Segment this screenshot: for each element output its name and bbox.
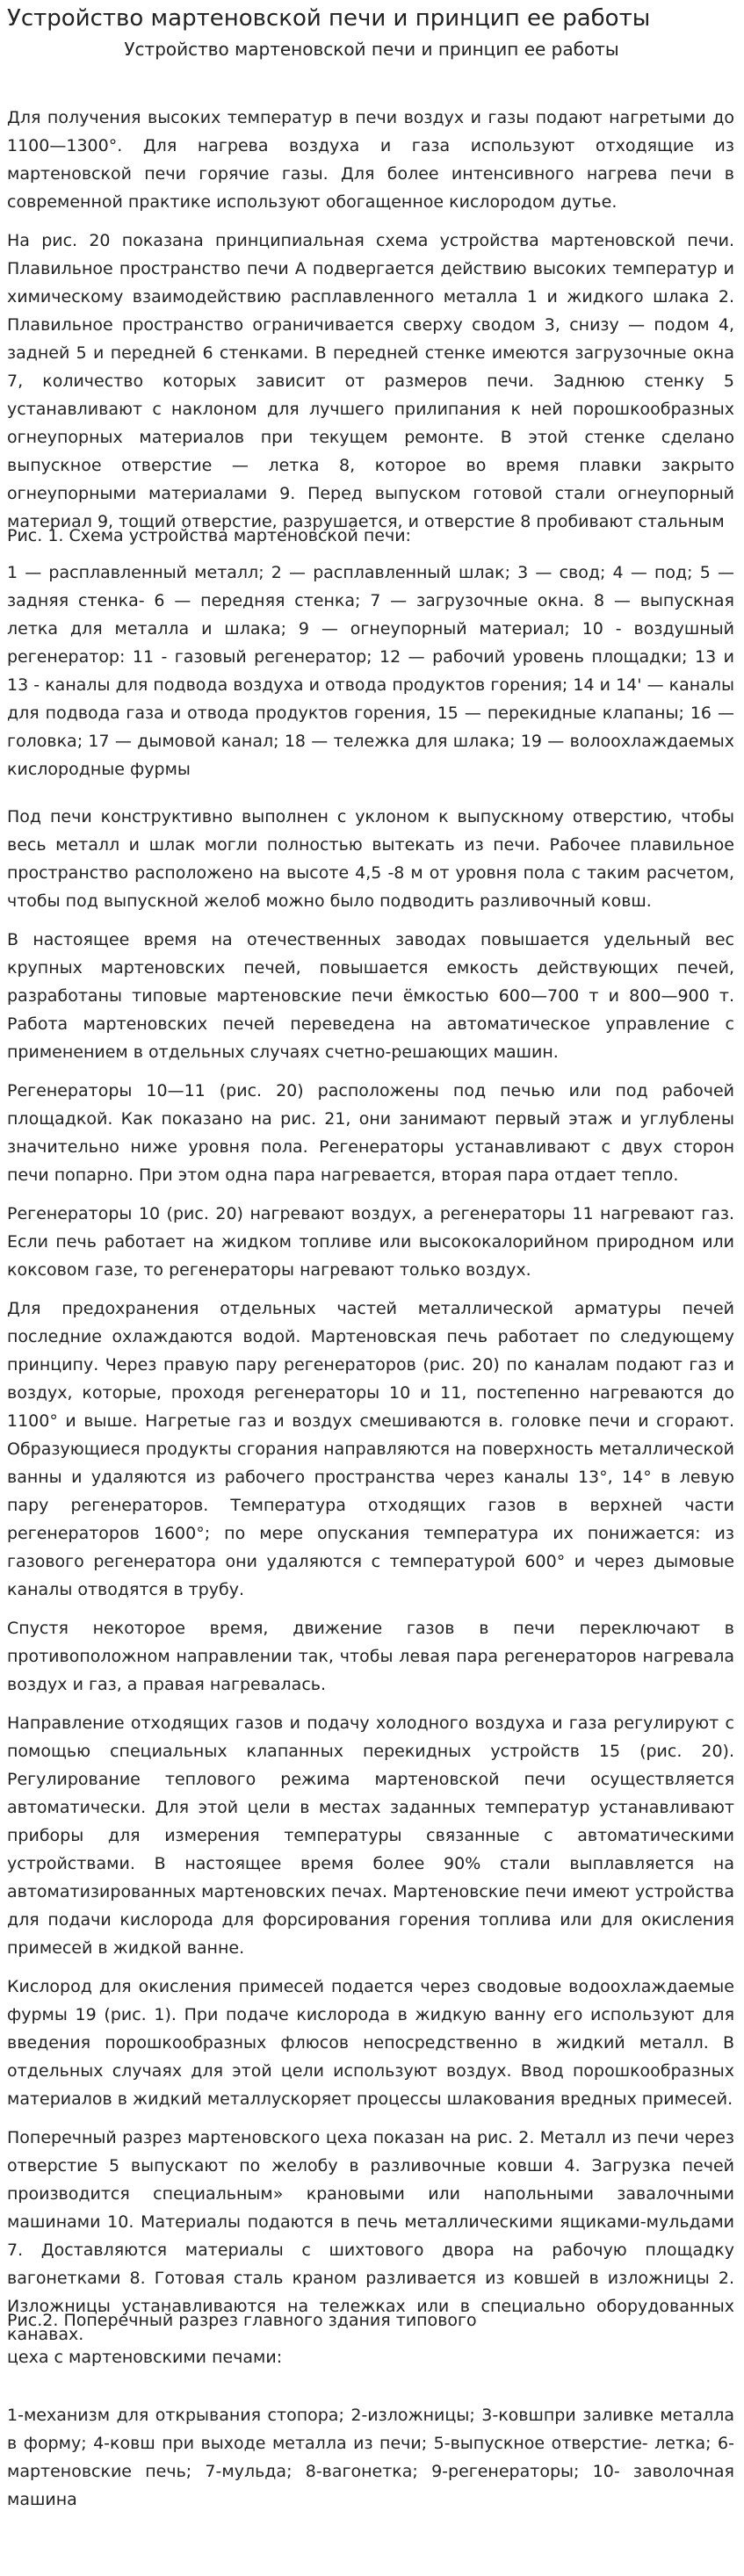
paragraph: На рис. 20 показана принципиальная схема устройства мартеновской печи. Плавильное пространство печи А подвергается действию высоких температур и химическому взаимодействию расплавленного металла 1 и жидкого шлака 2. Плавильное пространство ограничивается сверху сводом 3, снизу — подом 4, задней 5 и передней 6 стенками. В передней стенке имеются загрузочные окна 7, количество которых зависит от размеров печи. Заднюю стенку 5 устанавливают с наклоном для лучшего прилипания к ней порошкообразных огнеупорных материалов при текущем ремонте. В этой стенке сделано выпускное отверстие — летка 8, которое во время плавки закрыто огнеупорными материалами 9. Перед выпуском готовой стали огнеупорный материал 9, тощий отверстие, разрушается, и отверстие 8 пробивают стальным — [7, 231, 734, 531]
figure-2-caption — [7, 2306, 734, 2371]
paragraph: Регенераторы 10 (рис. 20) нагревают воздух, а регенераторы 11 нагревают газ. Если печь работает на жидком топливе или высококалорийном природном или коксовом газе, то регенераторы нагревают только воздух. — [7, 1204, 734, 1280]
page-subtitle: Устройство мартеновской печи и принцип ее работы — [124, 39, 619, 60]
figure-1-caption — [7, 522, 734, 550]
section-intro — [7, 104, 734, 546]
figure-legend: 1 — расплавленный металл; 2 — расплавленный шлак; 3 — свод; 4 — под; 5 — задняя стенка- 6 — передняя стенка; 7 — загрузочные окна. 8 — выпускная летка для металла и шлака; 9 — огнеупорный материал; 10 - воздушный регенератор: 11 - газовый регенератор; 12 — рабочий уровень площадки; 13 и 13 - каналы для подвода воздуха и отвода продуктов горения; 14 и 14' — каналы для подвода газа и отвода продуктов горения, 15 — перекидные клапаны; 16 — головка; 17 — дымовой канал; 18 — тележка для шлака; 19 — волоохлаждаемых кислородные фурмы — [7, 563, 734, 779]
paragraph: Для получения высоких температур в печи воздух и газы подают нагретыми до 1100—1300°. Для нагрева воздуха и газа используют отходящие из мартеновской печи горячие газы. Для более интенсивного нагрева печи в современной практике используют обогащенное кислородом дутье. — [7, 108, 734, 212]
figure-1-legend — [7, 559, 734, 794]
figure-caption-line: цеха с мартеновскими печами: — [7, 2348, 283, 2367]
figure-legend: 1-механизм для открывания стопора; 2-изложницы; 3-ковшпри заливке металла в форму; 4-ковш при выходе металла из печи; 5-выпускное отверстие- летка; 6-мартеновские печь; 7-мульда; 8-вагонетка; 9-регенераторы; 10- заволочная машина — [7, 2406, 734, 2509]
section-main — [7, 803, 734, 2359]
paragraph: Поперечный разрез мартеновского цеха показан на рис. 2. Металл из печи через отверстие 5 выпускают по желобу в разливочные ковши 4. Загрузка печей производится специальным» крановыми или напольными завалочными машинами 10. Материалы подаются в печь металлическими ящиками-мульдами 7. Доставляются материалы с шихтового двора на рабочую площадку вагонетками 8. Готовая сталь краном разливается из ковшей в изложницы 2. Изложницы устанавливаются на тележках или в специально оборудованных канавах. — [7, 2128, 734, 2344]
paragraph: Направление отходящих газов и подачу холодного воздуха и газа регулируют с помощью специальных клапанных перекидных устройств 15 (рис. 20). Регулирование теплового режима мартеновской печи осуществляется автоматически. Для этой цели в местах заданных температур устанавливают приборы для измерения температуры связанные с автоматическими устройствами. В настоящее время более 90% стали выплавляется на автоматизированных мартеновских печах. Мартеновские печи имеют устройства для подачи кислорода для форсирования горения топлива или для окисления примесей в жидкой ванне. — [7, 1714, 734, 1958]
paragraph: Под печи конструктивно выполнен с уклоном к выпускному отверстию, чтобы весь металл и шлак могли полностью вытекать из печи. Рабочее плавильное пространство расположено на высоте 4,5 -8 м от уровня пола с таким расчетом, чтобы под выпускной желоб можно было подводить разливочный ковш. — [7, 807, 734, 911]
figure-caption-line: Рис.2. Поперечный разрез главного здания типового — [7, 2311, 477, 2330]
paragraph: В настоящее время на отечественных заводах повышается удельный вес крупных мартеновских печей, повышается емкость действующих печей, разработаны типовые мартеновские печи ёмкостью 600—700 т и 800—900 т. Работа мартеновских печей переведена на автоматическое управление с применением в отдельных случаях счетно-решающих машин. — [7, 930, 734, 1062]
paragraph: Для предохранения отдельных частей металлической арматуры печей последние охлаждаются водой. Мартеновская печь работает по следующему принципу. Через правую пару регенераторов (рис. 20) по каналам подают газ и воздух, которые, проходя регенераторы 10 и 11, постепенно нагреваются до 1100° и выше. Нагретые газ и воздух смешиваются в. головке печи и сгорают. Образующиеся продукты сгорания направляются на поверхность металлической ванны и удаляются из рабочего пространства через каналы 13°, 14° в левую пару регенераторов. Температура отходящих газов в верхней части регенераторов 1600°; по мере опускания температура их понижается: из газового регенератора они удаляются с температурой 600° и через дымовые каналы отводятся в трубу. — [7, 1299, 734, 1599]
figure-2-legend — [7, 2401, 734, 2524]
paragraph: Кислород для окисления примесей подается через сводовые водоохлаждаемые фурмы 19 (рис. 1). При подаче кислорода в жидкую ванну его используют для введения порошкообразных флюсов непосредственно в жидкий металл. В отдельных случаях для этой цели используют воздух. Ввод порошкообразных материалов в жидкий металлускоряет процессы шлакования вредных примесей. — [7, 1977, 734, 2109]
figure-caption: Рис. 1. Схема устройства мартеновской печи: — [7, 526, 411, 545]
paragraph: Спустя некоторое время, движение газов в печи переключают в противоположном направлении так, чтобы левая пара регенераторов нагревала воздух и газ, а правая нагревалась. — [7, 1619, 734, 1694]
page-title: Устройство мартеновской печи и принцип ее работы — [7, 5, 651, 32]
paragraph: Регенераторы 10—11 (рис. 20) расположены под печью или под рабочей площадкой. Как показано на рис. 21, они занимают первый этаж и углублены значительно ниже уровня пола. Регенераторы устанавливают с двух сторон печи попарно. При этом одна пара нагревается, вторая пара отдает тепло. — [7, 1081, 734, 1185]
